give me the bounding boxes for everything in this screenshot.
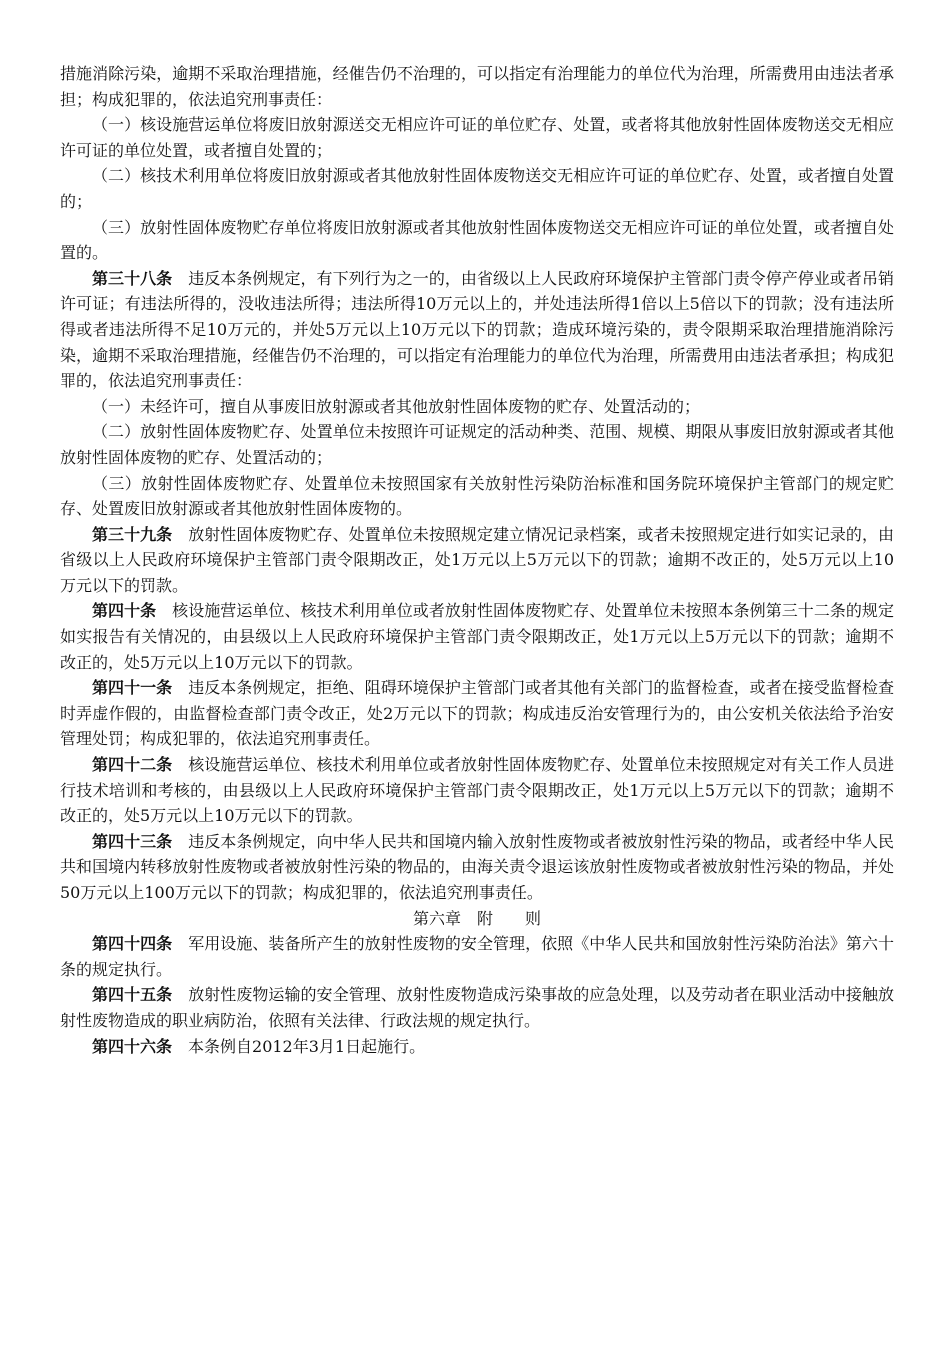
article-42 [60, 752, 894, 829]
document-body [60, 61, 894, 1059]
clause-text: （三）放射性固体废物贮存单位将废旧放射源或者其他放射性固体废物送交无相应许可证的单位处置，或者擅自处置的。 [60, 217, 894, 263]
clause-38-1 [60, 394, 894, 420]
article-text: 放射性固体废物贮存、处置单位未按照规定建立情况记录档案，或者未按照规定进行如实记录的，由省级以上人民政府环境保护主管部门责令限期改正，处1万元以上5万元以下的罚款；逾期不改正的，处5万元以上10万元以下的罚款。 [60, 524, 894, 595]
article-text: 违反本条例规定，有下列行为之一的，由省级以上人民政府环境保护主管部门责令停产停业或者吊销许可证；有违法所得的，没收违法所得；违法所得10万元以上的，并处违法所得1倍以上5倍以下的罚款；没有违法所得或者违法所得不足10万元的，并处5万元以上10万元以下的罚款；造成环境污染的，责令限期采取治理措施消除污染，逾期不采取治理措施，经催告仍不治理的，可以指定有治理能力的单位代为治理，所需费用由违法者承担；构成犯罪的，依法追究刑事责任： [60, 268, 894, 391]
article-44 [60, 931, 894, 982]
article-text: 本条例自2012年3月1日起施行。 [188, 1036, 426, 1056]
clause-text: （一）核设施营运单位将废旧放射源送交无相应许可证的单位贮存、处置，或者将其他放射性固体废物送交无相应许可证的单位处置，或者擅自处置的； [60, 115, 894, 160]
article-text: 核设施营运单位、核技术利用单位或者放射性固体废物贮存、处置单位未按照本条例第三十二条的规定如实报告有关情况的，由县级以上人民政府环境保护主管部门责令限期改正，处1万元以上5万元以下的罚款；逾期不改正的，处5万元以上10万元以下的罚款。 [60, 601, 894, 672]
paragraph-text: 措施消除污染，逾期不采取治理措施，经催告仍不治理的，可以指定有治理能力的单位代为治理，所需费用由违法者承担；构成犯罪的，依法追究刑事责任： [60, 64, 894, 109]
clause-37-1 [60, 112, 894, 163]
article-number: 第四十一条 [92, 678, 173, 698]
clause-text: （二）放射性固体废物贮存、处置单位未按照许可证规定的活动种类、范围、规模、期限从事废旧放射源或者其他放射性固体废物的贮存、处置活动的； [60, 422, 894, 467]
article-text: 违反本条例规定，拒绝、阻碍环境保护主管部门或者其他有关部门的监督检查，或者在接受监督检查时弄虚作假的，由监督检查部门责令改正，处2万元以下的罚款；构成违反治安管理行为的，由公安机关依法给予治安管理处罚；构成犯罪的，依法追究刑事责任。 [60, 678, 894, 749]
article-39 [60, 522, 894, 599]
article-43 [60, 829, 894, 906]
clause-38-3 [60, 471, 894, 522]
clause-text: （二）核技术利用单位将废旧放射源或者其他放射性固体废物送交无相应许可证的单位贮存、处置，或者擅自处置的； [60, 166, 894, 211]
article-46 [60, 1034, 894, 1060]
article-text: 违反本条例规定，向中华人民共和国境内输入放射性废物或者被放射性污染的物品，或者经中华人民共和国境内转移放射性废物或者被放射性污染的物品的，由海关责令退运该放射性废物或者被放射性污染的物品，并处50万元以上100万元以下的罚款；构成犯罪的，依法追究刑事责任。 [60, 831, 894, 902]
article-number: 第四十六条 [92, 1036, 173, 1056]
chapter-heading [60, 906, 894, 932]
article-text: 军用设施、装备所产生的放射性废物的安全管理，依照《中华人民共和国放射性污染防治法》第六十条的规定执行。 [60, 934, 894, 979]
article-41 [60, 675, 894, 752]
article-text: 核设施营运单位、核技术利用单位或者放射性固体废物贮存、处置单位未按照规定对有关工作人员进行技术培训和考核的，由县级以上人民政府环境保护主管部门责令限期改正，处1万元以上5万元以下的罚款；逾期不改正的，处5万元以上10万元以下的罚款。 [60, 755, 894, 826]
article-number: 第三十八条 [92, 268, 173, 288]
article-40 [60, 598, 894, 675]
article-38 [60, 266, 894, 394]
article-number: 第四十四条 [92, 934, 173, 954]
article-number: 第四十二条 [92, 755, 173, 775]
clause-37-3 [60, 215, 894, 266]
clause-38-2 [60, 419, 894, 470]
clause-37-2 [60, 163, 894, 214]
article-number: 第四十条 [92, 601, 157, 621]
article-number: 第四十五条 [92, 985, 173, 1005]
clause-text: （三）放射性固体废物贮存、处置单位未按照国家有关放射性污染防治标准和国务院环境保护主管部门的规定贮存、处置废旧放射源或者其他放射性固体废物的。 [60, 473, 894, 519]
paragraph-continuation [60, 61, 894, 112]
article-45 [60, 982, 894, 1033]
clause-text: （一）未经许可，擅自从事废旧放射源或者其他放射性固体废物的贮存、处置活动的； [92, 396, 701, 416]
article-number: 第三十九条 [92, 524, 173, 544]
article-number: 第四十三条 [92, 831, 173, 851]
article-text: 放射性废物运输的安全管理、放射性废物造成污染事故的应急处理，以及劳动者在职业活动中接触放射性废物造成的职业病防治，依照有关法律、行政法规的规定执行。 [60, 985, 894, 1030]
chapter-title: 第六章 附 则 [412, 908, 541, 928]
